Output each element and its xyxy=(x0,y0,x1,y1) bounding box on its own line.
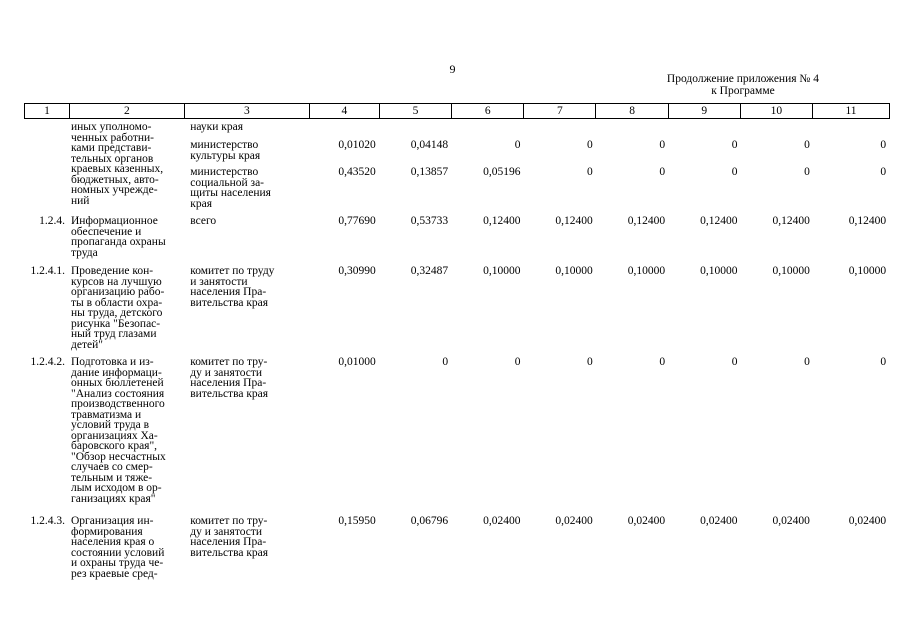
row-value: 0,04148 xyxy=(410,139,449,151)
row-value: 0,02400 xyxy=(848,515,887,527)
row-value: 0,12400 xyxy=(627,215,666,227)
row-code: 1.2.4. xyxy=(39,215,65,227)
table-row xyxy=(24,516,890,579)
column-header: 11 xyxy=(845,105,857,117)
row-value: 0 xyxy=(659,356,666,368)
row-value: 0,10000 xyxy=(848,265,887,277)
column-header: 3 xyxy=(185,104,310,118)
table-row xyxy=(24,216,890,258)
row-code xyxy=(24,167,69,209)
row-name: Организация ин- формирования населения края о состоянии условий и охраны труда че- рез краевые сред- xyxy=(71,515,165,580)
column-header-row xyxy=(24,103,890,119)
row-value: 0 xyxy=(659,166,666,178)
table-row xyxy=(24,266,890,350)
row-value: 0 xyxy=(587,356,593,368)
row-value: 0 xyxy=(804,139,810,151)
column-header: 7 xyxy=(524,104,596,118)
column-header: 8 xyxy=(596,104,668,118)
row-value: 0,02400 xyxy=(700,515,738,527)
row-value: 0,01020 xyxy=(338,139,376,151)
table-row xyxy=(24,167,890,209)
row-value: 0,10000 xyxy=(772,265,810,277)
row-name: Информационное обеспечение и пропаганда охраны труда xyxy=(71,215,166,259)
row-value: 0,13857 xyxy=(410,166,449,178)
row-value: 0,05196 xyxy=(483,166,521,178)
row-value: 0,12400 xyxy=(700,215,738,227)
row-executor: комитет по тру- ду и занятости населения Пра- вительства края xyxy=(190,515,269,559)
row-value: 0,10000 xyxy=(700,265,738,277)
row-code xyxy=(24,140,69,161)
row-value: 0 xyxy=(880,356,887,368)
table-row xyxy=(24,140,890,161)
row-executor: министерство культуры края xyxy=(190,139,261,162)
row-name: Проведение кон- курсов на лучшую организацию рабо- ты в области охра- ны труда, детского рисунка "Безопас- ный труд глазами детей" xyxy=(71,265,165,351)
row-executor: министерство социальной за- щиты населения края xyxy=(190,166,271,210)
row-value: 0 xyxy=(514,139,521,151)
row-value: 0,10000 xyxy=(627,265,666,277)
row-code: 1.2.4.2. xyxy=(30,356,65,368)
column-header: 10 xyxy=(741,104,813,118)
column-header: 9 xyxy=(669,104,741,118)
row-value: 0,02400 xyxy=(483,515,521,527)
continuation-note xyxy=(667,73,819,97)
row-value: 0,02400 xyxy=(772,515,810,527)
row-value: 0 xyxy=(659,139,666,151)
row-executor: комитет по тру- ду и занятости населения Пра- вительства края xyxy=(190,356,269,400)
row-value: 0,02400 xyxy=(627,515,666,527)
row-value: 0,02400 xyxy=(555,515,593,527)
continuation-line-2: к Программе xyxy=(711,85,775,97)
row-value: 0,30990 xyxy=(338,265,376,277)
column-header: 4 xyxy=(310,104,380,118)
continuation-line-1: Продолжение приложения № 4 xyxy=(666,73,819,85)
row-value: 0,10000 xyxy=(555,265,593,277)
column-header: 2 xyxy=(70,104,185,118)
row-value: 0,53733 xyxy=(410,215,449,227)
row-code: 1.2.4.3. xyxy=(30,515,65,527)
row-value: 0 xyxy=(804,166,810,178)
row-value: 0,12400 xyxy=(483,215,521,227)
row-code: 1.2.4.1. xyxy=(30,265,65,277)
row-executor: всего xyxy=(190,215,217,227)
row-value: 0 xyxy=(731,166,738,178)
table-row xyxy=(24,357,890,504)
row-value: 0,77690 xyxy=(338,215,376,227)
row-value: 0,06796 xyxy=(410,515,449,527)
row-value: 0,10000 xyxy=(483,265,521,277)
row-value: 0 xyxy=(880,139,887,151)
row-value: 0,43520 xyxy=(338,166,376,178)
row-name xyxy=(69,167,184,209)
row-value: 0,01000 xyxy=(338,356,376,368)
row-value: 0 xyxy=(442,356,449,368)
row-value: 0,12400 xyxy=(848,215,887,227)
page-number: 9 xyxy=(449,62,456,76)
row-value: 0 xyxy=(731,356,738,368)
row-value: 0 xyxy=(880,166,887,178)
row-name: иных уполномо- ченных работни- ками представи- тельных органов краевых казенных, бюджетных, авто- номных учрежде- ний xyxy=(71,121,164,207)
column-header: 6 xyxy=(452,104,524,118)
row-value: 0,12400 xyxy=(555,215,593,227)
row-value: 0,15950 xyxy=(338,515,376,527)
row-value: 0 xyxy=(514,356,521,368)
row-value: 0,32487 xyxy=(410,265,449,277)
row-value: 0,12400 xyxy=(772,215,810,227)
row-value: 0 xyxy=(731,139,738,151)
row-value: 0 xyxy=(804,356,810,368)
column-header: 1 xyxy=(25,104,70,118)
column-header: 5 xyxy=(380,104,452,118)
row-name xyxy=(69,140,184,161)
row-executor: комитет по труду и занятости населения Пра- вительства края xyxy=(190,265,275,309)
row-value: 0 xyxy=(587,166,593,178)
row-value: 0 xyxy=(587,139,593,151)
row-executor: науки края xyxy=(190,121,244,133)
row-name: Подготовка и из- дание информаци- онных бюллетеней "Анализ состояния производственного травматизма и условий труда в организациях Ха- баровского края", "Обзор несчастных случаев со смер- тельным и тяже- лым исходом в ор- ганизациях края" xyxy=(71,356,166,505)
